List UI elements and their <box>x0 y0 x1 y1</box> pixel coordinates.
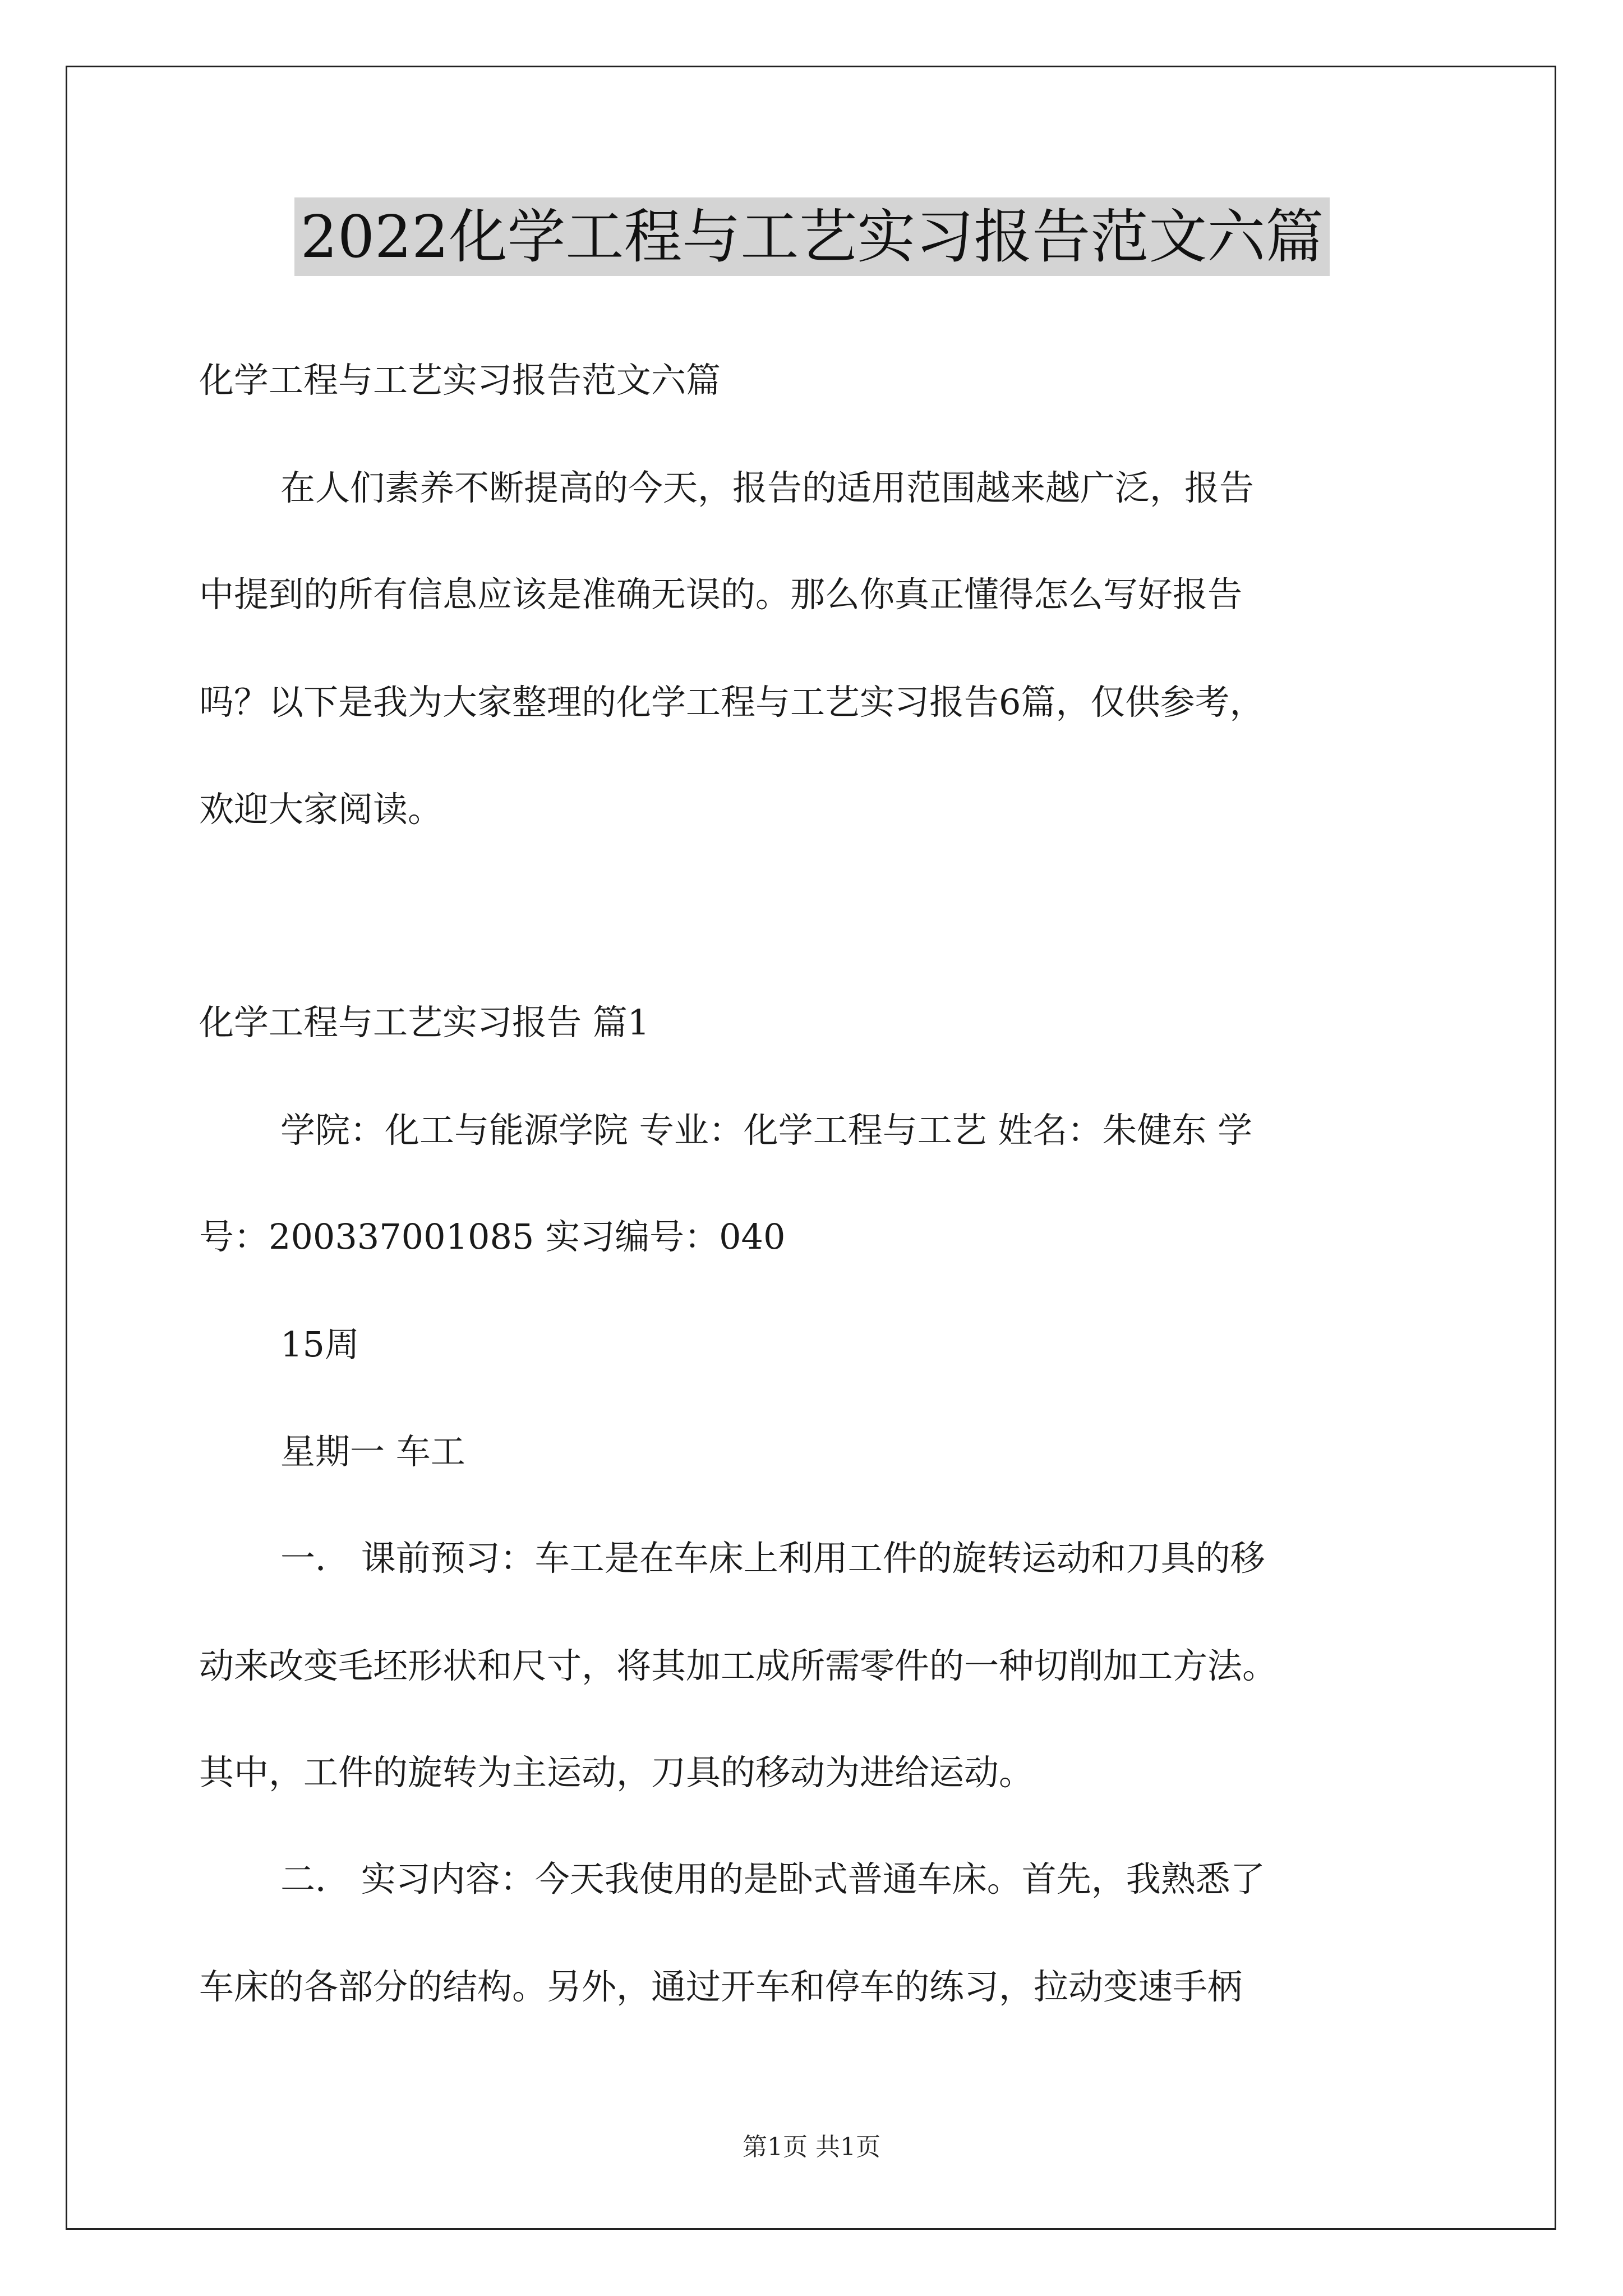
paragraph-line: 动来改变毛坯形状和尺寸，将其加工成所需零件的一种切削加工方法。 <box>199 1645 1278 1686</box>
paragraph-line: 欢迎大家阅读。 <box>199 789 443 830</box>
paragraph-line: 二． 实习内容：今天我使用的是卧式普通车床。首先，我熟悉了 <box>280 1858 1265 1899</box>
paragraph-line: 学院：化工与能源学院 专业：化学工程与工艺 姓名：朱健东 学 <box>280 1110 1253 1151</box>
paragraph-line: 号：200337001085 实习编号：040 <box>199 1216 786 1257</box>
paragraph-line: 15周 <box>280 1324 359 1365</box>
paragraph-line: 车床的各部分的结构。另外，通过开车和停车的练习，拉动变速手柄 <box>199 1966 1243 2007</box>
paragraph-line: 中提到的所有信息应该是准确无误的。那么你真正懂得怎么写好报告 <box>199 574 1243 615</box>
subtitle-line: 化学工程与工艺实习报告范文六篇 <box>199 360 721 401</box>
document-title <box>294 197 1330 276</box>
paragraph-line: 其中，工件的旋转为主运动，刀具的移动为进给运动。 <box>199 1752 1034 1793</box>
document-title-text: 2022化学工程与工艺实习报告范文六篇 <box>300 203 1324 271</box>
section-heading: 化学工程与工艺实习报告 篇1 <box>199 1002 650 1043</box>
paragraph-line: 在人们素养不断提高的今天，报告的适用范围越来越广泛，报告 <box>280 467 1255 508</box>
paragraph-line: 吗？以下是我为大家整理的化学工程与工艺实习报告6篇，仅供参考， <box>199 682 1265 723</box>
page-number-footer: 第1页 共1页 <box>743 2133 880 2161</box>
paragraph-line: 一． 课前预习：车工是在车床上利用工件的旋转运动和刀具的移 <box>280 1538 1265 1579</box>
paragraph-line: 星期一 车工 <box>280 1431 465 1472</box>
